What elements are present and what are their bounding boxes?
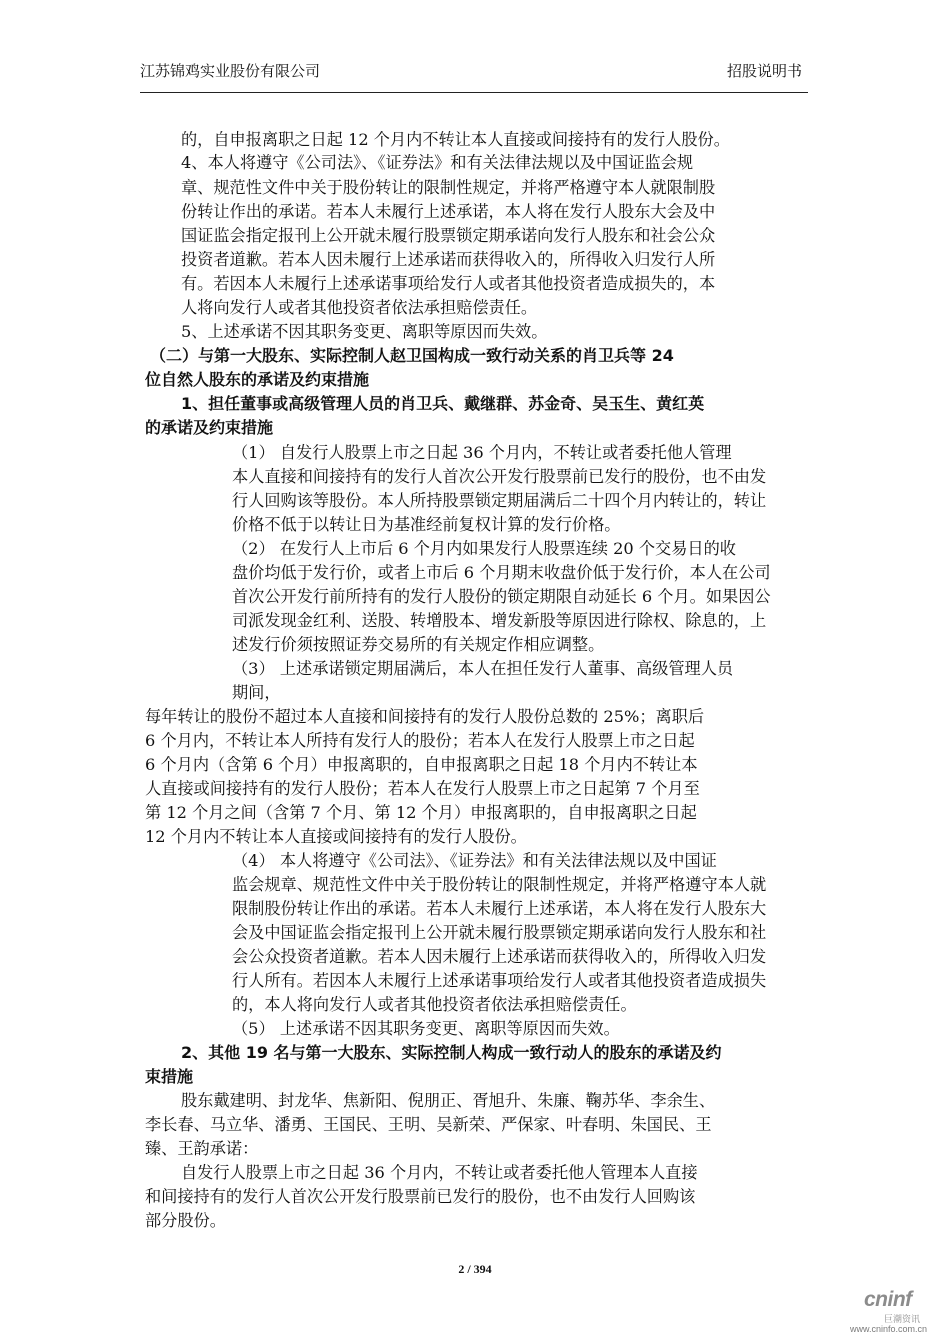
text-line: （3） 上述承诺锁定期届满后，本人在担任发行人董事、高级管理人员 — [232, 659, 734, 678]
text-line: 会公众投资者道歉。若本人因未履行上述承诺而获得收入的，所得收入归发 — [232, 947, 767, 966]
section-heading: 位自然人股东的承诺及约束措施 — [145, 370, 370, 389]
text-line: （4） 本人将遵守《公司法》、《证券法》和有关法律法规以及中国证 — [232, 851, 717, 870]
text-line: 6 个月内（含第 6 个月）申报离职的，自申报离职之日起 18 个月内不转让本 — [145, 755, 698, 774]
text-line: 的，自申报离职之日起 12 个月内不转让本人直接或间接持有的发行人股份。 — [181, 130, 730, 149]
text-line: 行人回购该等股份。本人所持股票锁定期届满后二十四个月内转让的，转让 — [232, 491, 767, 510]
page-total: 394 — [473, 1262, 492, 1276]
text-line: 首次公开发行前所持有的发行人股份的锁定期限自动延长 6 个月。如果因公 — [232, 587, 771, 606]
text-line: 国证监会指定报刊上公开就未履行股票锁定期承诺向发行人股东和社会公众 — [181, 226, 716, 245]
text-line: 盘价均低于发行价，或者上市后 6 个月期末收盘价低于发行价，本人在公司 — [232, 563, 771, 582]
subsection-heading: 束措施 — [145, 1067, 194, 1086]
text-line: 投资者道歉。若本人因未履行上述承诺而获得收入的，所得收入归发行人所 — [181, 250, 716, 269]
cninfo-brand: cninf — [864, 1288, 912, 1311]
subsection-heading: 1、担任董事或高级管理人员的肖卫兵、戴继群、苏金奇、吴玉生、黄红英 — [181, 394, 705, 413]
text-line: 人直接或间接持有的发行人股份；若本人在发行人股票上市之日起第 7 个月至 — [145, 779, 700, 798]
text-line: 6 个月内，不转让本人所持有发行人的股份；若本人在发行人股票上市之日起 — [145, 731, 695, 750]
subsection-heading: 的承诺及约束措施 — [145, 418, 274, 437]
subsection-heading: 2、其他 19 名与第一大股东、实际控制人构成一致行动人的股东的承诺及约 — [181, 1043, 722, 1062]
text-line: 司派发现金红利、送股、转增股本、增发新股等原因进行除权、除息的，上 — [232, 611, 767, 630]
text-line: 第 12 个月之间（含第 7 个月、第 12 个月）申报离职的，自申报离职之日起 — [145, 803, 697, 822]
text-line: 人将向发行人或者其他投资者依法承担赔偿责任。 — [181, 298, 538, 317]
text-line: 4、本人将遵守《公司法》、《证券法》和有关法律法规以及中国证监会规 — [181, 153, 694, 172]
text-line: 期间， — [232, 683, 281, 702]
text-line: 会及中国证监会指定报刊上公开就未履行股票锁定期承诺向发行人股东和社 — [232, 923, 767, 942]
text-line: 有。若因本人未履行上述承诺事项给发行人或者其他投资者造成损失的，本 — [181, 274, 716, 293]
text-line: 行人所有。若因本人未履行上述承诺事项给发行人或者其他投资者造成损失 — [232, 971, 767, 990]
page-separator: / — [467, 1262, 471, 1276]
text-line: 监会规章、规范性文件中关于股份转让的限制性规定，并将严格遵守本人就 — [232, 875, 767, 894]
text-line: 自发行人股票上市之日起 36 个月内，不转让或者委托他人管理本人直接 — [181, 1163, 698, 1182]
text-line: 5、上述承诺不因其职务变更、离职等原因而失效。 — [181, 322, 548, 341]
text-line: 部分股份。 — [145, 1211, 226, 1230]
text-line: 的，本人将向发行人或者其他投资者依法承担赔偿责任。 — [232, 995, 637, 1014]
text-line: 述发行价须按照证券交易所的有关规定作相应调整。 — [232, 635, 605, 654]
text-line: 臻、王韵承诺： — [145, 1139, 259, 1158]
text-line: 和间接持有的发行人首次公开发行股票前已发行的股份，也不由发行人回购该 — [145, 1187, 696, 1206]
page-header — [140, 58, 808, 93]
page-number — [0, 1262, 950, 1277]
text-line: 股东戴建明、封龙华、焦新阳、倪朋正、胥旭升、朱廉、鞠苏华、李余生、 — [181, 1091, 716, 1110]
text-line: 本人直接和间接持有的发行人首次公开发行股票前已发行的股份，也不由发 — [232, 467, 767, 486]
text-line: 价格不低于以转让日为基准经前复权计算的发行价格。 — [232, 515, 621, 534]
text-line: 章、规范性文件中关于股份转让的限制性规定，并将严格遵守本人就限制股 — [181, 178, 716, 197]
text-line: （1） 自发行人股票上市之日起 36 个月内，不转让或者委托他人管理 — [232, 443, 732, 462]
text-line: 限制股份转让作出的承诺。若本人未履行上述承诺，本人将在发行人股东大 — [232, 899, 767, 918]
text-line: （5） 上述承诺不因其职务变更、离职等原因而失效。 — [232, 1019, 620, 1038]
company-name: 江苏锦鸡实业股份有限公司 — [140, 62, 321, 80]
document-title: 招股说明书 — [726, 62, 802, 80]
text-line: 每年转让的股份不超过本人直接和间接持有的发行人股份总数的 25%；离职后 — [145, 707, 705, 726]
text-line: 李长春、马立华、潘勇、王国民、王明、吴新荣、严保家、叶春明、朱国民、王 — [145, 1115, 712, 1134]
cninfo-brand-cn: 巨潮资讯 — [884, 1315, 921, 1325]
text-line: 12 个月内不转让本人直接或间接持有的发行人股份。 — [145, 827, 527, 846]
text-line: （2） 在发行人上市后 6 个月内如果发行人股票连续 20 个交易日的收 — [232, 539, 736, 558]
text-line: 份转让作出的承诺。若本人未履行上述承诺，本人将在发行人股东大会及中 — [181, 202, 716, 221]
section-heading: （二）与第一大股东、实际控制人赵卫国构成一致行动关系的肖卫兵等 24 — [150, 346, 674, 365]
cninfo-watermark-logo — [850, 1284, 946, 1340]
cninfo-url: www.cninfo.com.cn — [850, 1324, 928, 1334]
page-current: 2 — [458, 1262, 465, 1276]
